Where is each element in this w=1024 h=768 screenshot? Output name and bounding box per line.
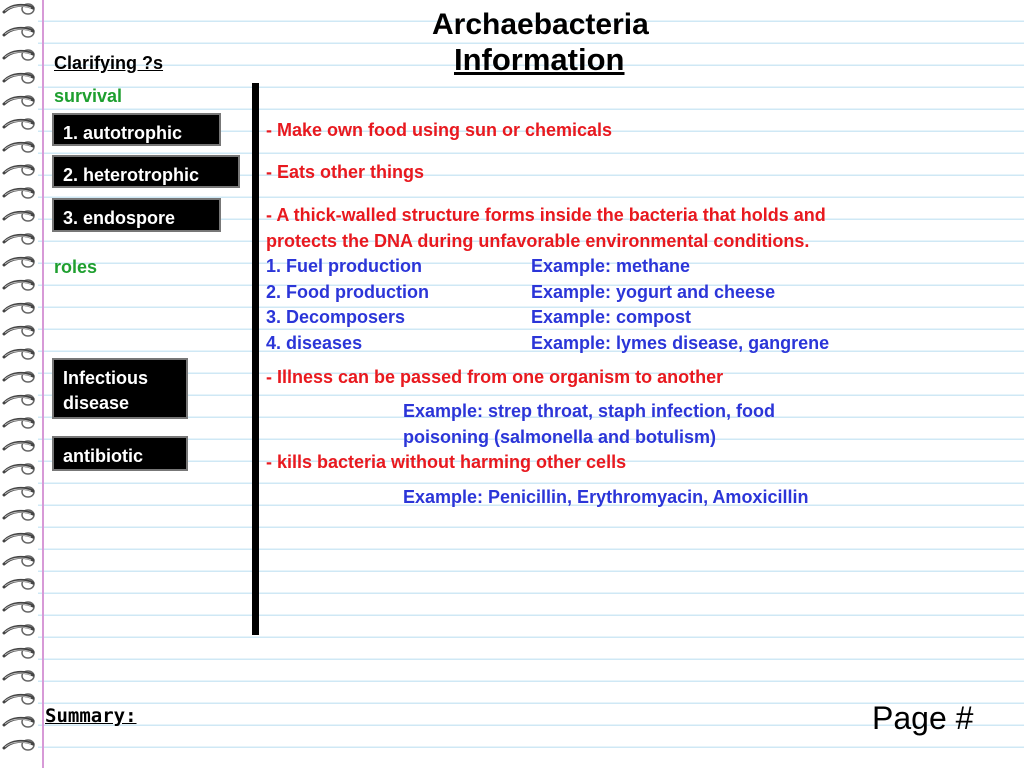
spiral-ring-icon	[2, 715, 36, 729]
spiral-ring-icon	[2, 370, 36, 384]
page-title: Archaebacteria	[432, 8, 649, 41]
spiral-ring-icon	[2, 416, 36, 430]
antibiotic-definition: - kills bacteria without harming other cells	[266, 452, 627, 472]
term-endospore: 3. endospore	[52, 198, 221, 232]
spiral-ring-icon	[2, 646, 36, 660]
spiral-ring-icon	[2, 278, 36, 292]
spiral-ring-icon	[2, 600, 36, 614]
spiral-ring-icon	[2, 485, 36, 499]
clarifying-questions-heading: Clarifying ?s	[54, 53, 164, 73]
role-item: 4. diseases	[266, 333, 363, 353]
spiral-ring-icon	[2, 255, 36, 269]
spiral-ring-icon	[2, 48, 36, 62]
infectious-disease-definition: - Illness can be passed from one organism to another	[266, 367, 724, 387]
spiral-ring-icon	[2, 738, 36, 752]
spiral-ring-icon	[2, 554, 36, 568]
column-divider	[252, 83, 259, 635]
spiral-ring-icon	[2, 2, 36, 16]
summary-heading: Summary:	[45, 705, 137, 727]
spiral-ring-icon	[2, 163, 36, 177]
page-subtitle: Information	[454, 42, 625, 77]
infectious-disease-example-line2: poisoning (salmonella and botulism)	[403, 427, 717, 447]
notebook-margin-line	[42, 0, 44, 768]
endospore-definition-line2: protects the DNA during unfavorable environmental conditions.	[266, 231, 810, 251]
role-example: Example: yogurt and cheese	[531, 282, 776, 302]
spiral-binding	[0, 0, 38, 768]
antibiotic-example: Example: Penicillin, Erythromyacin, Amoxicillin	[403, 487, 809, 507]
spiral-ring-icon	[2, 25, 36, 39]
spiral-ring-icon	[2, 324, 36, 338]
spiral-ring-icon	[2, 140, 36, 154]
spiral-ring-icon	[2, 623, 36, 637]
role-item: 3. Decomposers	[266, 307, 406, 327]
role-example: Example: compost	[531, 307, 692, 327]
endospore-definition-line1: - A thick-walled structure forms inside the bacteria that holds and	[266, 205, 826, 225]
role-item: 1. Fuel production	[266, 256, 422, 276]
spiral-ring-icon	[2, 232, 36, 246]
autotrophic-definition: - Make own food using sun or chemicals	[266, 120, 613, 140]
spiral-ring-icon	[2, 94, 36, 108]
heterotrophic-definition: - Eats other things	[266, 162, 425, 182]
spiral-ring-icon	[2, 531, 36, 545]
survival-label: survival	[54, 86, 123, 106]
spiral-ring-icon	[2, 301, 36, 315]
spiral-ring-icon	[2, 439, 36, 453]
role-example: Example: methane	[531, 256, 691, 276]
spiral-ring-icon	[2, 462, 36, 476]
spiral-ring-icon	[2, 508, 36, 522]
spiral-ring-icon	[2, 393, 36, 407]
spiral-ring-icon	[2, 347, 36, 361]
page-number-label: Page #	[872, 700, 974, 736]
spiral-ring-icon	[2, 669, 36, 683]
spiral-ring-icon	[2, 692, 36, 706]
spiral-ring-icon	[2, 186, 36, 200]
role-item: 2. Food production	[266, 282, 429, 302]
roles-label: roles	[54, 257, 98, 277]
role-example: Example: lymes disease, gangrene	[531, 333, 830, 353]
spiral-ring-icon	[2, 117, 36, 131]
term-heterotrophic: 2. heterotrophic	[52, 155, 240, 188]
term-antibiotic: antibiotic	[52, 436, 188, 471]
term-autotrophic: 1. autotrophic	[52, 113, 221, 146]
spiral-ring-icon	[2, 577, 36, 591]
infectious-disease-example-line1: Example: strep throat, staph infection, food	[403, 401, 776, 421]
spiral-ring-icon	[2, 209, 36, 223]
spiral-ring-icon	[2, 71, 36, 85]
term-infectious-disease: Infectious disease	[52, 358, 188, 419]
